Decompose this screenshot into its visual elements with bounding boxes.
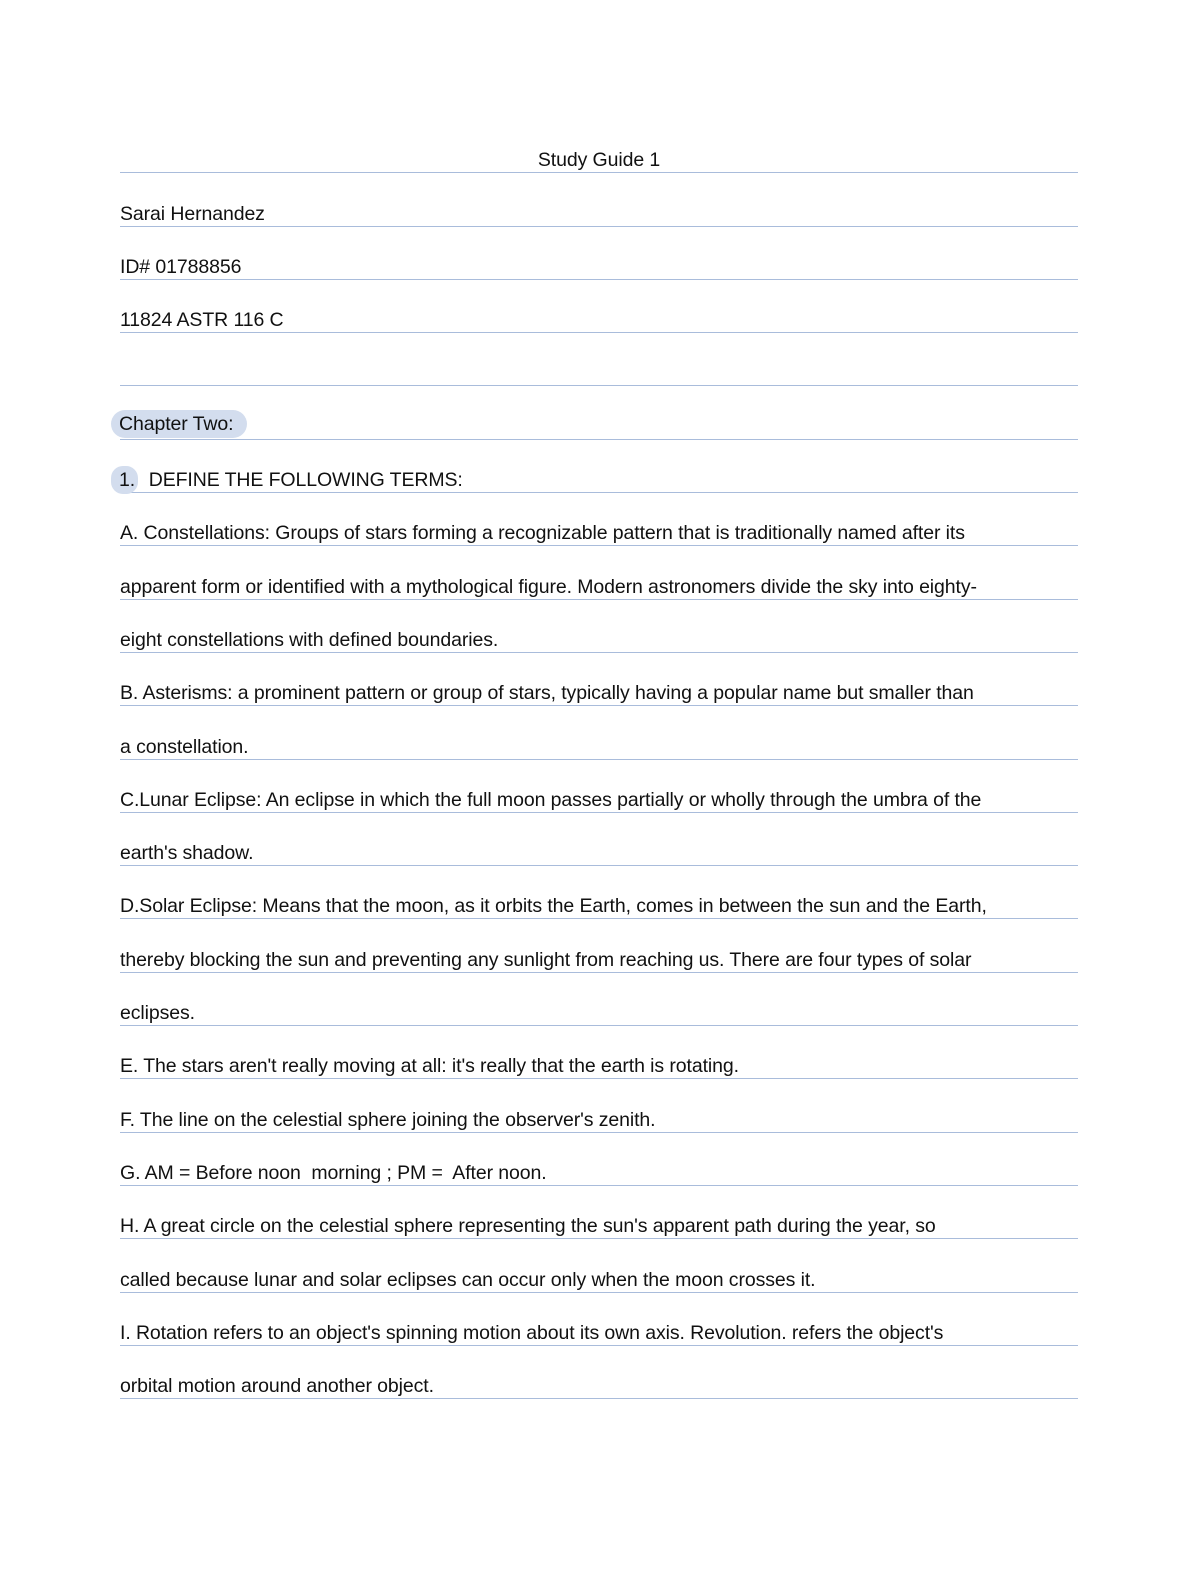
definition-text: thereby blocking the sun and preventing any sunlight from reaching us. There are four types of solar <box>120 948 972 971</box>
student-name: Sarai Hernandez <box>120 202 265 225</box>
definition-text: eight constellations with defined boundaries. <box>120 628 499 651</box>
definition-text: called because lunar and solar eclipses can occur only when the moon crosses it. <box>120 1268 816 1291</box>
definition-line <box>120 973 1078 1026</box>
question-heading <box>120 469 463 491</box>
definition-text: eclipses. <box>120 1002 195 1025</box>
chapter-line <box>120 387 1078 440</box>
definition-line <box>120 706 1078 759</box>
definition-line <box>120 493 1078 546</box>
title-line <box>120 120 1078 173</box>
definition-text: apparent form or identified with a mythological figure. Modern astronomers divide the sky into eighty- <box>120 575 977 598</box>
definition-line <box>120 653 1078 706</box>
definition-line <box>120 600 1078 653</box>
definition-text: C.Lunar Eclipse: An eclipse in which the full moon passes partially or wholly through the umbra of the <box>120 788 982 811</box>
question-text: DEFINE THE FOLLOWING TERMS: <box>148 469 463 492</box>
definition-line <box>120 1133 1078 1186</box>
definition-line <box>120 920 1078 973</box>
definition-line <box>120 1186 1078 1239</box>
definition-line <box>120 1026 1078 1079</box>
page-title: Study Guide 1 <box>537 149 661 172</box>
definition-text: G. AM = Before noon morning ; PM = After noon. <box>120 1161 547 1184</box>
definition-text: B. Asterisms: a prominent pattern or group of stars, typically having a popular name but smaller than <box>120 682 974 705</box>
definition-text: earth's shadow. <box>120 842 254 865</box>
chapter-heading: Chapter Two: <box>111 410 247 438</box>
question-number: 1. <box>111 466 138 494</box>
definition-text: D.Solar Eclipse: Means that the moon, as it orbits the Earth, comes in between the sun and the Earth, <box>120 895 987 918</box>
definition-line <box>120 546 1078 599</box>
definition-text: orbital motion around another object. <box>120 1375 434 1398</box>
definition-line <box>120 813 1078 866</box>
definition-text: H. A great circle on the celestial sphere representing the sun's apparent path during the year, so <box>120 1215 936 1238</box>
id-line <box>120 227 1078 280</box>
blank-line <box>120 333 1078 386</box>
definition-line <box>120 760 1078 813</box>
definition-text: I. Rotation refers to an object's spinning motion about its own axis. Revolution. refers the object's <box>120 1321 944 1344</box>
definition-line <box>120 1293 1078 1346</box>
course-line <box>120 280 1078 333</box>
definition-line <box>120 1346 1078 1399</box>
definition-text: A. Constellations: Groups of stars forming a recognizable pattern that is traditionally named after its <box>120 522 965 545</box>
definition-line <box>120 866 1078 919</box>
definition-text: E. The stars aren't really moving at all: it's really that the earth is rotating. <box>120 1055 739 1078</box>
question-line <box>120 440 1078 493</box>
definition-text: a constellation. <box>120 735 249 758</box>
definition-text: F. The line on the celestial sphere joining the observer's zenith. <box>120 1108 656 1131</box>
course-code: 11824 ASTR 116 C <box>120 309 284 332</box>
definition-line <box>120 1239 1078 1292</box>
name-line <box>120 173 1078 226</box>
definition-line <box>120 1079 1078 1132</box>
student-id: ID# 01788856 <box>120 255 242 278</box>
